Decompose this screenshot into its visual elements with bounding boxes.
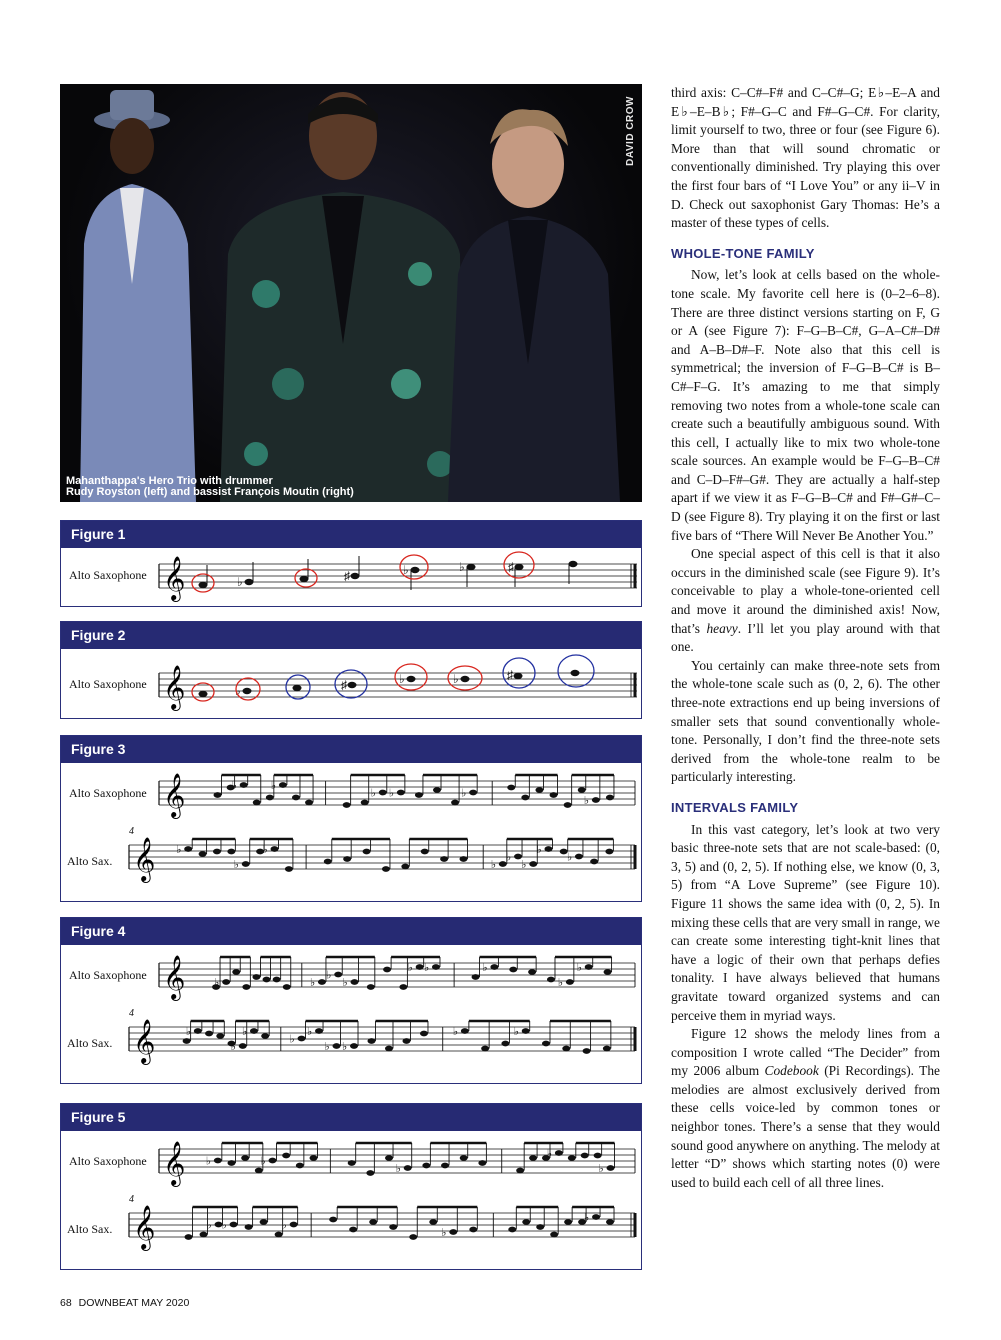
note-head: [250, 1028, 258, 1034]
flat-icon: ♭: [233, 859, 239, 871]
note-head: [240, 782, 248, 788]
note-head: [273, 977, 281, 983]
svg-text:♯: ♯: [341, 678, 347, 692]
note-head: [521, 795, 529, 801]
note-head: [269, 1158, 277, 1164]
measure-number: 4: [129, 1008, 134, 1019]
figure-title: Figure 3: [61, 736, 641, 763]
note-head: [564, 802, 572, 808]
figure-2: [60, 621, 642, 719]
flat-icon: ♭: [176, 844, 182, 856]
note-head: [282, 1153, 290, 1159]
note-head: [214, 792, 222, 798]
flat-icon: ♭: [521, 859, 527, 871]
album-title: Codebook: [764, 1063, 819, 1079]
treble-clef-icon: 𝄞: [163, 955, 186, 999]
flat-icon: ♭: [342, 1041, 348, 1053]
svg-text:♭: ♭: [399, 672, 405, 686]
measure-number: 4: [129, 1194, 134, 1205]
note-head: [606, 1219, 614, 1225]
note-head: [241, 1155, 249, 1161]
note-head: [348, 1160, 356, 1166]
note-head: [230, 1222, 238, 1228]
note-head: [440, 856, 448, 862]
note-head: [334, 972, 342, 978]
flat-icon: ♭: [342, 977, 348, 989]
note-head: [441, 1163, 449, 1169]
note-head: [185, 1234, 193, 1240]
note-head: [389, 1224, 397, 1230]
staff: [159, 773, 635, 819]
flat-icon: ♭: [388, 787, 395, 800]
note-head: [296, 1163, 304, 1169]
flat-icon: ♭: [546, 1148, 553, 1160]
note-head: [367, 984, 375, 990]
flat-icon: ♭: [370, 787, 376, 800]
svg-text:♯: ♯: [344, 569, 350, 583]
note-head: [385, 1046, 393, 1052]
note-head: [460, 1155, 468, 1161]
page-number: 68: [60, 1297, 72, 1309]
instrument-label: Alto Saxophone: [69, 968, 147, 982]
note-head: [397, 790, 405, 796]
instrument-label: Alto Sax.: [67, 1222, 113, 1236]
note-head: [350, 1043, 358, 1049]
note-head: [205, 1031, 213, 1037]
face-left: [110, 118, 154, 174]
svg-text:♭: ♭: [453, 672, 459, 686]
note-head: [535, 787, 543, 793]
notation: [61, 649, 639, 717]
note-head: [508, 1227, 516, 1233]
note-head: [349, 1227, 357, 1233]
note-head: [252, 974, 260, 980]
paragraph: In this vast category, let’s look at two very basic three-note sets that are not scale-based: (0, 3, 5) and (0, 2, 5). If nothing else, we know (0, 3, 5) from “A Love Supreme” (see Figure 10). Figure 11 shows the same idea with (0, 2, 5). In mixing these cells that are very small in range, we can create some interesting tight-knit lines that have a logic of their own that perhaps defies tonality. I have always believed that humans gravitate toward organized systems and can perceive them in myriad ways.: [671, 821, 940, 1023]
note-head: [232, 969, 240, 975]
flat-icon: ♭: [289, 1033, 295, 1046]
paragraph: third axis: C–C#–F# and C–C#–G; E♭–E–A and E♭–E–B♭; F#–G–C and F#–G–C#. For clarity, limit yourself to two, three or four (see Figure 6). More than that will sound chromatic or conventionally diminished. Try playing this over the first four bars of “I Love You” or any ii–V in D. Check out saxophonist Gary Thomas: He’s a master of these types of cells.: [671, 85, 940, 231]
note-head: [318, 979, 326, 985]
note-head: [329, 1217, 337, 1223]
flat-icon: ♭: [598, 1163, 604, 1175]
note-head: [583, 1048, 591, 1054]
note-head: [404, 1165, 412, 1171]
flat-icon: ♭: [230, 1041, 236, 1053]
note-head: [290, 1222, 298, 1228]
note-head: [216, 1033, 224, 1039]
note-head: [607, 1165, 615, 1171]
note-head: [379, 790, 387, 796]
note-head: [568, 1155, 576, 1161]
flat-icon: ♭: [407, 962, 413, 974]
flat-icon: ♭: [206, 1219, 212, 1232]
note-head: [604, 969, 612, 975]
flat-icon: ♭: [309, 977, 316, 989]
note-head: [200, 1232, 208, 1238]
section-heading: INTERVALS FAMILY: [671, 799, 799, 815]
note-head: [213, 849, 221, 855]
note-head: [253, 800, 261, 806]
figure-1: [60, 520, 642, 607]
note-head: [509, 967, 517, 973]
paragraph: You certainly can make three-note sets from the whole-tone scale such as (0, 2, 6). The other three-note extractions end up being inversions of smaller sets that sound conventionally whole-tone. Personally, I don’t find the three-note sets derived from the whole-tone realm to be particularly interesting.: [671, 657, 940, 785]
note-head: [603, 1046, 611, 1052]
note-head: [542, 1041, 550, 1047]
note-head: [422, 1163, 430, 1169]
flat-icon: ♭: [452, 1026, 459, 1038]
figure-title: Figure 1: [61, 521, 641, 548]
note-head: [283, 984, 291, 990]
flat-icon: ♭: [566, 851, 573, 864]
note-head: [415, 792, 423, 798]
hat: [110, 90, 154, 120]
caption-line: Mahanthappa's Hero Trio with drummer: [66, 475, 273, 487]
note-head: [228, 1160, 236, 1166]
flat-icon: ♭: [576, 962, 582, 974]
note-head: [279, 782, 287, 788]
figure-3: [60, 735, 642, 902]
note-head: [575, 854, 583, 860]
note-head: [275, 1232, 283, 1238]
flat-icon: ♭: [324, 1041, 330, 1053]
note-head: [420, 1031, 428, 1037]
note-head: [555, 1150, 563, 1156]
notation: [61, 763, 639, 900]
flat-icon: ♭: [241, 1026, 248, 1038]
note-head: [461, 1028, 469, 1034]
note-head: [409, 1234, 417, 1240]
figure-title: Figure 4: [61, 918, 641, 945]
treble-clef-icon: 𝄞: [163, 773, 186, 817]
svg-text:♯: ♯: [507, 668, 513, 682]
paragraph: Now, let’s look at cells based on the whole-tone scale. My favorite cell here is (0–2–6–8). There are three distinct versions starting on F, G or A (see Figure 7): F–G–B–C#, G–A–C#–D# and A–B–D#–F. Note also that this cell is symmetrical; the inversion of F–G–B–C# is B–C#–F–G. It’s amazing to me that simply removing two notes from a whole-tone scale can create such a beautifully ambiguous sound. With this cell, I actually like to mix two whole-tone scale sources. An example would be F–G–B–C# and C–D–F#–G#. They are actually a half-step apart if we view it as F–G–B–C# and F#–G#–C–D (see Figure 8). Try playing it on the first or last five bars of “There Will Never Be Another You.”: [671, 267, 940, 543]
note-head: [590, 859, 598, 865]
instrument-label: Alto Sax.: [67, 1036, 113, 1050]
note-head: [266, 795, 274, 801]
note-head: [343, 856, 351, 862]
note-head: [544, 846, 552, 852]
treble-clef-icon: 𝄞: [133, 1019, 156, 1063]
note-head: [469, 1227, 477, 1233]
flat-icon: ♭: [490, 859, 497, 871]
note-head: [242, 984, 250, 990]
note-head: [368, 1038, 376, 1044]
instrument-label: Alto Sax.: [67, 854, 113, 868]
note-head: [501, 1041, 509, 1047]
flat-icon: ♭: [185, 1026, 192, 1038]
treble-clef-icon: 𝄞: [163, 665, 186, 709]
note-head: [305, 800, 313, 806]
figure-title: Figure 5: [61, 1104, 641, 1131]
note-head: [239, 1043, 247, 1049]
note-head: [366, 1170, 374, 1176]
note-head: [605, 849, 613, 855]
staff: [129, 1019, 635, 1065]
note-head: [581, 1153, 589, 1159]
note-head: [382, 866, 390, 872]
photo-credit: DAVID CROW: [625, 96, 636, 166]
figure-4: [60, 917, 642, 1084]
pattern: [272, 368, 304, 400]
note-head: [547, 977, 555, 983]
svg-text:♭: ♭: [459, 560, 465, 574]
note-head: [242, 861, 250, 867]
note-head: [271, 846, 279, 852]
note-head: [402, 1038, 410, 1044]
staff: [159, 955, 635, 1001]
flat-icon: ♭: [441, 1227, 447, 1239]
pattern: [391, 369, 421, 399]
svg-text:♭: ♭: [403, 563, 409, 577]
note-head: [449, 1229, 457, 1235]
note-head: [529, 1155, 537, 1161]
flat-icon: ♭: [205, 1155, 212, 1168]
flat-icon: ♭: [513, 1026, 519, 1038]
note-head: [550, 1232, 558, 1238]
note-head: [416, 964, 424, 970]
note-head: [481, 1046, 489, 1052]
note-head: [222, 979, 230, 985]
note-head: [606, 795, 614, 801]
note-head: [363, 849, 371, 855]
note-head: [507, 785, 515, 791]
text-run: . I’ll let you play around with that one.: [671, 620, 941, 655]
note-head: [315, 1028, 323, 1034]
note-head: [333, 1043, 341, 1049]
treble-clef-icon: 𝄞: [163, 556, 186, 600]
note-head: [585, 964, 593, 970]
flat-icon: ♭: [584, 1212, 590, 1224]
note-head: [421, 849, 429, 855]
note-head: [460, 856, 468, 862]
photo-illustration: [60, 84, 642, 502]
paragraph: [671, 1025, 940, 1192]
flat-icon: ♭: [214, 977, 220, 989]
flat-icon: ♭: [557, 977, 564, 989]
flat-icon: ♭: [231, 780, 237, 792]
svg-text:♭: ♭: [237, 575, 243, 589]
note-head: [578, 787, 586, 793]
svg-text:♭: ♭: [235, 684, 241, 698]
section-heading: WHOLE-TONE FAMILY: [671, 245, 815, 261]
flat-icon: ♭: [221, 1219, 227, 1232]
text-run: (Pi Recordings). The melodies are almost exclusively derived from these cells voice-led by common tones or neighbor tones. There’s a sense that they would sound good anywhere on anything. The melody at letter “D” shows which starting notes (0) were used to build each cell of all three lines.: [671, 1063, 940, 1190]
flat-icon: ♭: [461, 787, 467, 800]
flat-icon: ♭: [536, 844, 542, 856]
staff: [129, 1205, 635, 1251]
measure-number: 4: [129, 826, 134, 837]
flat-icon: ♭: [270, 780, 277, 792]
note-head: [594, 1153, 602, 1159]
flat-icon: ♭: [307, 1026, 313, 1038]
staff: [159, 1141, 635, 1187]
pattern: [408, 262, 432, 286]
note-head: [522, 1028, 530, 1034]
note-head: [562, 1046, 570, 1052]
note-head: [490, 964, 498, 970]
note-head: [451, 800, 459, 806]
note-head: [324, 859, 332, 865]
pattern: [252, 280, 280, 308]
note-head: [183, 1038, 191, 1044]
notation: [61, 945, 639, 1082]
note-head: [343, 802, 351, 808]
magazine-issue: DOWNBEAT MAY 2020: [78, 1297, 190, 1309]
note-head: [528, 969, 536, 975]
note-head: [255, 1168, 263, 1174]
text-run: Figure 12 shows the melody lines from a composition I wrote called “The Decider” from my 2006 album: [671, 1026, 940, 1079]
note-head: [550, 792, 558, 798]
note-head: [310, 1155, 318, 1161]
pattern: [427, 451, 453, 477]
note-head: [469, 790, 477, 796]
emphasis: heavy: [706, 620, 738, 636]
instrument-label: Alto Saxophone: [69, 786, 147, 800]
note-head: [429, 1219, 437, 1225]
treble-clef-icon: 𝄞: [133, 837, 156, 881]
instrument-label: Alto Saxophone: [69, 1154, 147, 1168]
note-head: [536, 1224, 544, 1230]
staff: [129, 837, 635, 883]
note-head: [351, 979, 359, 985]
note-head: [432, 964, 440, 970]
note-head: [592, 797, 600, 803]
trio-photo: [60, 84, 642, 502]
pattern: [244, 442, 268, 466]
note-head: [472, 974, 480, 980]
flat-icon: ♭: [260, 1155, 266, 1168]
note-head: [478, 1160, 486, 1166]
note-head: [385, 1155, 393, 1161]
note-head: [199, 851, 207, 857]
photo-caption: [66, 476, 486, 498]
page-footer: [60, 1297, 189, 1309]
note-head: [214, 1158, 222, 1164]
flat-icon: ♭: [506, 851, 512, 864]
instrument-label: Alto Saxophone: [69, 677, 147, 691]
notation: [61, 548, 639, 605]
caption-line: Rudy Royston (left) and bassist François Moutin (right): [66, 486, 354, 498]
notation: [61, 1131, 639, 1268]
instrument-label: Alto Saxophone: [69, 568, 147, 582]
treble-clef-icon: 𝄞: [163, 1141, 186, 1185]
note-head: [383, 967, 391, 973]
note-head: [529, 861, 537, 867]
flat-icon: ♭: [395, 1163, 401, 1175]
note-head: [292, 795, 300, 801]
note-head: [184, 846, 192, 852]
article-column: [671, 84, 940, 1192]
flat-icon: ♭: [326, 969, 332, 982]
note-head: [433, 787, 441, 793]
note-head: [361, 800, 369, 806]
flat-icon: ♭: [423, 962, 430, 974]
note-head: [245, 1224, 253, 1230]
note-head: [592, 1214, 600, 1220]
flat-icon: ♭: [262, 844, 268, 856]
note-head: [194, 1028, 202, 1034]
note-head: [298, 1036, 306, 1042]
treble-clef-icon: 𝄞: [133, 1205, 156, 1249]
note-head: [516, 1168, 524, 1174]
note-head: [369, 1219, 377, 1225]
figure-title: Figure 2: [61, 622, 641, 649]
figure-5: [60, 1103, 642, 1270]
paragraph: [671, 545, 940, 657]
note-head: [261, 1033, 269, 1039]
note-head: [399, 984, 407, 990]
note-head: [263, 977, 271, 983]
note-head: [227, 849, 235, 855]
note-head: [522, 1219, 530, 1225]
flat-icon: ♭: [281, 1219, 287, 1232]
note-head: [260, 1219, 268, 1225]
flat-icon: ♭: [482, 962, 488, 974]
note-head: [564, 1219, 572, 1225]
note-head: [566, 979, 574, 985]
svg-text:♯: ♯: [508, 560, 514, 574]
note-head: [285, 866, 293, 872]
note-head: [401, 864, 409, 870]
text-run: One special aspect of this cell is that it also occurs in the diminished scale (see Figure 9). It’s conceivable to play a whole-tone-oriented cell and move it around the diminished axis! Now, that’s: [671, 546, 940, 636]
flat-icon: ♭: [583, 795, 590, 807]
